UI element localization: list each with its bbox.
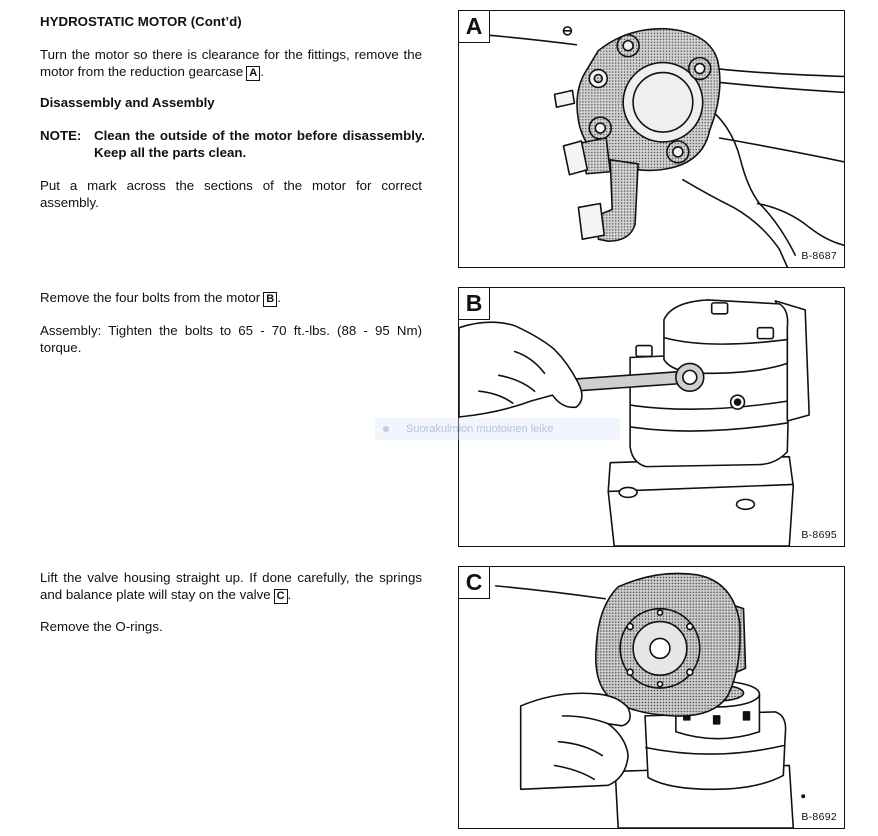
remove-orings: Remove the O-rings.: [40, 619, 163, 634]
bolt-head: [673, 147, 683, 157]
housing-hole: [627, 669, 633, 675]
stray-mark: [802, 795, 804, 797]
gearcase-outline: [720, 82, 844, 92]
figure-ref-c: C: [274, 589, 288, 604]
base-flange: [608, 457, 793, 546]
valve-slot: [744, 712, 750, 720]
housing-hole: [657, 610, 662, 615]
wrench-ring: [683, 370, 697, 384]
step-tail: .: [277, 290, 281, 305]
note-label: NOTE:: [40, 128, 82, 143]
flange-bolt-hole: [619, 487, 637, 497]
housing-bore: [650, 638, 670, 658]
bolt-head: [757, 328, 773, 339]
step-tail: .: [287, 586, 292, 602]
flange-bolt-hole: [737, 499, 755, 509]
subheading: Disassembly and Assembly: [40, 95, 215, 110]
hand-outline: [683, 180, 787, 267]
bolt-head: [595, 123, 605, 133]
snip-tooltip: [375, 418, 620, 440]
figure-b: [458, 287, 845, 547]
figure-label: A: [459, 11, 490, 43]
step-text: Remove the four bolts from the motor: [40, 290, 261, 305]
section-header: HYDROSTATIC MOTOR (Cont’d): [40, 14, 242, 29]
step-tail: .: [260, 63, 264, 79]
hand-outline: [496, 586, 605, 599]
figure-label: B: [459, 288, 490, 320]
bolt-head: [636, 346, 652, 357]
port-fitting: [594, 75, 602, 83]
valve-slot: [714, 716, 720, 724]
mark-instruction: Put a mark across the sections of the motor for correct assembly.: [40, 178, 422, 210]
housing-hole: [627, 624, 633, 630]
illustration-bolt-removal: [459, 288, 844, 546]
bolt-head: [712, 303, 728, 314]
hand-outline: [521, 693, 630, 789]
illustration-motor-removal: [459, 11, 844, 267]
housing-hole: [657, 682, 662, 687]
bolt-head: [623, 41, 633, 51]
figure-a: [458, 10, 845, 268]
illustration-valve-housing: [459, 567, 844, 828]
snip-tooltip-text: Suorakulmion muotoinen leike: [406, 423, 554, 435]
snip-icon: [383, 426, 389, 432]
figure-c: [458, 566, 845, 829]
figure-ref-b: B: [263, 292, 277, 307]
assembly-torque: Assembly: Tighten the bolts to 65 - 70 ft.-lbs. (88 - 95 Nm) torque.: [40, 323, 422, 355]
step-remove-motor: [40, 47, 422, 81]
figure-label: C: [459, 567, 490, 599]
long-fitting-nut: [578, 203, 604, 239]
step-remove-bolts: [40, 290, 422, 307]
bolt-head: [695, 64, 705, 74]
housing-hole: [687, 624, 693, 630]
figure-code: B-8695: [801, 529, 837, 541]
hand-outline: [459, 322, 582, 417]
figure-code: B-8692: [801, 811, 837, 823]
housing-hole: [687, 669, 693, 675]
step-lift-valve-housing: [40, 570, 422, 604]
note-text: Clean the outside of the motor before disassembly. Keep all the parts clean.: [94, 128, 425, 160]
gearcase-outline: [716, 69, 844, 77]
step-text: Turn the motor so there is clearance for the fittings, remove the motor from the reduction gearcase: [40, 47, 422, 79]
hand-outline: [757, 203, 844, 245]
figure-ref-a: A: [246, 66, 260, 81]
figure-code: B-8687: [801, 250, 837, 262]
step-text: Lift the valve housing straight up. If done carefully, the springs and balance plate will stay on the valve: [40, 570, 422, 602]
stub-fitting: [555, 90, 575, 107]
port-hole: [735, 399, 741, 405]
hand-outline: [716, 114, 796, 255]
